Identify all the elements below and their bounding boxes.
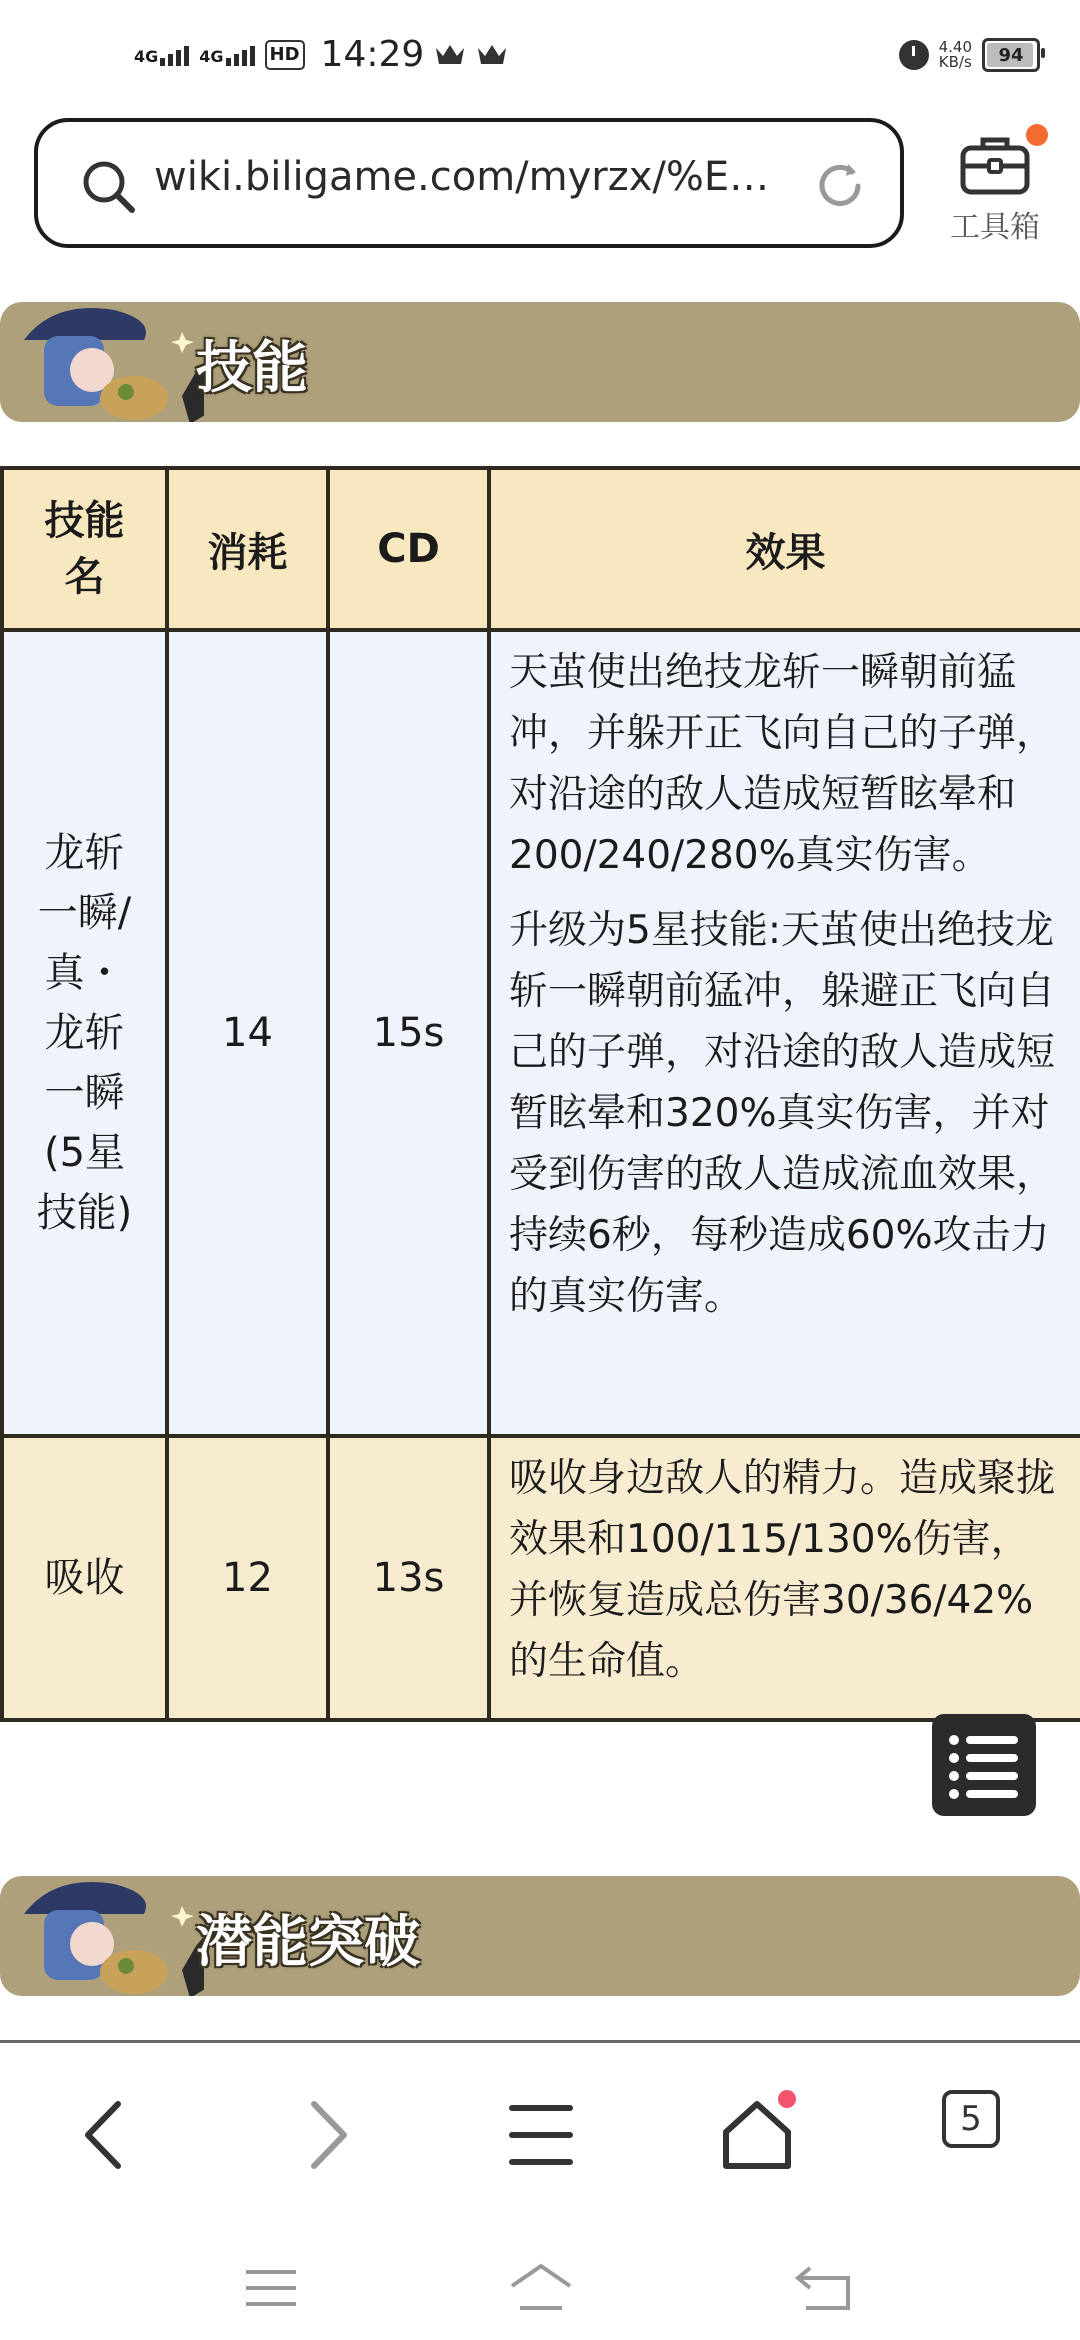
speed-unit: KB/s — [938, 53, 972, 71]
notification-dot — [1026, 124, 1048, 146]
tab-count: 5 — [942, 2090, 1000, 2148]
divider — [0, 2040, 1080, 2043]
skill-effect-cell — [489, 1436, 1080, 1720]
skill-effect-cell — [489, 630, 1080, 1436]
section-title: 技能 — [196, 336, 308, 401]
system-navigation-bar — [0, 2230, 1080, 2340]
system-back-icon[interactable] — [790, 2258, 860, 2318]
battery-icon — [982, 38, 1040, 72]
potential-section-banner — [0, 1876, 1080, 1996]
section-title: 潜能突破 — [196, 1910, 420, 1975]
network-speed — [939, 40, 972, 70]
browser-navigation-bar — [0, 2050, 1080, 2210]
skill-name-cell — [2, 630, 167, 1436]
recent-apps-icon[interactable] — [236, 2258, 306, 2318]
notification-dot — [778, 2090, 796, 2108]
system-home-icon[interactable] — [506, 2258, 576, 2318]
menu-icon[interactable] — [496, 2090, 586, 2180]
skill-table — [0, 466, 1080, 1722]
character-banner-art — [14, 302, 204, 422]
header-cost: 消耗 — [167, 468, 328, 630]
skill-effect-text: 天茧使出绝技龙斩一瞬朝前猛冲，并躲开正飞向自己的子弹，对沿途的敌人造成短暂眩晕和200/240/280%真实伤害。 — [509, 650, 1056, 878]
header-name: 技能名 — [2, 468, 167, 630]
skill-cost-cell: 12 — [167, 1436, 328, 1720]
forward-icon[interactable] — [280, 2090, 370, 2180]
skill-upgrade-text: 升级为5星技能:天茧使出绝技龙斩一瞬朝前猛冲，躲避正飞向自己的子弹，对沿途的敌人造成短暂眩晕和320%真实伤害，并对受到伤害的敌人造成流血效果，持续6秒，每秒造成60%攻击力的真实伤害。 — [509, 908, 1056, 1319]
reload-icon[interactable] — [814, 160, 866, 212]
toolbox-icon — [959, 132, 1031, 196]
skill-cd-cell: 15s — [328, 630, 489, 1436]
skill-name: 龙斩一瞬/真・龙斩一瞬(5星技能) — [36, 830, 133, 1236]
network-type-2: 4G — [199, 46, 224, 66]
skill-cd-cell: 13s — [328, 1436, 489, 1720]
table-header-row — [2, 468, 1080, 630]
character-banner-art — [14, 1876, 204, 1996]
list-icon — [946, 1728, 1022, 1802]
table-of-contents-button[interactable] — [932, 1714, 1036, 1816]
skills-section-banner — [0, 302, 1080, 422]
tabs-button[interactable] — [942, 2090, 1032, 2180]
crown-icon — [434, 42, 466, 68]
table-row — [2, 1436, 1080, 1720]
crown-icon — [476, 42, 508, 68]
toolbox-button[interactable] — [930, 118, 1060, 258]
search-icon — [78, 156, 138, 216]
url-text[interactable]: wiki.biligame.com/myrzx/%E… — [154, 154, 770, 200]
clock: 14:29 — [320, 34, 425, 75]
network-type-1: 4G — [134, 46, 159, 66]
status-bar — [0, 0, 1080, 110]
skill-cost-cell: 14 — [167, 630, 328, 1436]
hd-voice-badge: HD — [265, 40, 305, 70]
status-left — [134, 34, 508, 75]
back-icon[interactable] — [62, 2090, 152, 2180]
speed-value: 4.40 — [938, 38, 972, 56]
header-cd: CD — [328, 468, 489, 630]
status-right — [899, 38, 1040, 72]
address-bar[interactable] — [34, 118, 904, 248]
skill-name-cell: 吸收 — [2, 1436, 167, 1720]
signal-icon-2 — [199, 44, 254, 66]
battery-level: 94 — [998, 44, 1024, 66]
skill-effect-text: 吸收身边敌人的精力。造成聚拢效果和100/115/130%伤害，并恢复造成总伤害30/36/42%的生命值。 — [509, 1456, 1056, 1684]
alarm-icon — [899, 40, 929, 70]
header-effect: 效果 — [489, 468, 1080, 630]
toolbox-label: 工具箱 — [950, 210, 1040, 245]
signal-icon-1 — [134, 44, 189, 66]
table-row — [2, 630, 1080, 1436]
home-button[interactable] — [712, 2090, 802, 2180]
